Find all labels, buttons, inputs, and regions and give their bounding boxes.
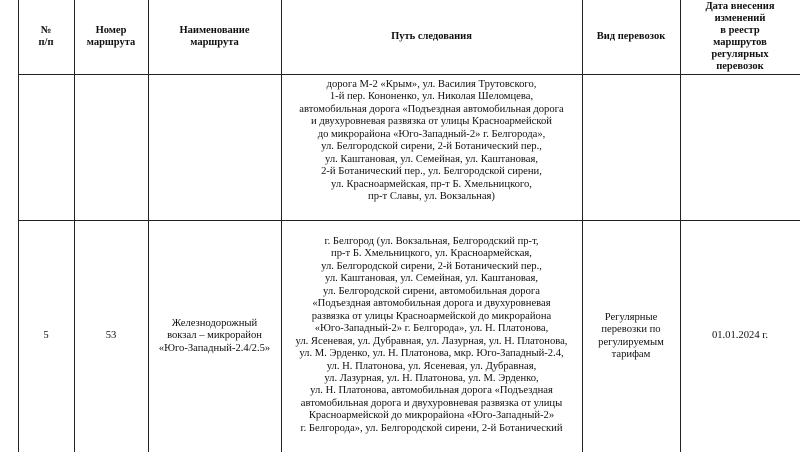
header-number: № п/п <box>38 25 54 48</box>
route-path: г. Белгород (ул. Вокзальная, Белгородский пр-т, пр-т Б. Хмельницкого, ул. Красноармейская, ул. Белгородской сирени, 2-й Ботанический пер., ул. Каштановая, ул. Семейная, ул. Каштановая, ул. Белгородской сирени, автомобильная дорога «Подъездная автомобильная дорога и двухуровневая развязка от улицы Красноармейской до микрорайона «Юго-Западный-2» г. Белгорода», ул. Н. Платонова, ул. Ясеневая, ул. Дубравная, ул. Лазурная, ул. Н. Платонова, ул. М. Эрденко, ул. Н. Платонова, мкр. Юго-Западный-2.4, ул. Н. Платонова, ул. Ясеневая, ул. Дубравная, ул. Лазурная, ул. Н. Платонова, ул. М. Эрденко, ул. Н. Платонова, автомобильная дорога «Подъездная автомобильная дорога и двухуровневая развязка от улицы Красноармейской до микрорайона «Юго-Западный-2» г. Белгорода», ул. Белгородской сирени, 2-й Ботанический <box>295 236 568 434</box>
row-number: 5 <box>43 330 49 342</box>
continued-path-cell: дорога М-2 «Крым», ул. Василия Трутовского, 1-й пер. Кононенко, ул. Николая Шеломцева, автомобильная дорога «Подъездная автомобильная дорога и двухуровневая развязка от улицы Красноармейской до микрорайона «Юго-Западный-2» г. Белгорода», ул. Белгородской сирени, 2-й Ботанический пер., ул. Каштановая, ул. Семейная, ул. Каштановая, 2-й Ботанический пер., ул. Белгородской сирени, ул. Красноармейская, пр-т Б. Хмельницкого, пр-т Славы, ул. Вокзальная) <box>299 79 564 203</box>
header-route-number: Номер маршрута <box>86 25 136 48</box>
header-bottom-border <box>18 74 800 75</box>
route-name: Железнодорожный вокзал – микрорайон «Юго-Западный-2.4/2.5» <box>158 317 271 354</box>
header-route-name: Наименование маршрута <box>179 25 250 48</box>
registry-date: 01.01.2024 г. <box>711 330 769 342</box>
header-transport-type: Вид перевозок <box>596 31 666 42</box>
header-date: Дата внесения изменений в реестр маршрутов регулярных перевозок <box>705 1 775 72</box>
transport-type: Регулярные перевозки по регулируемым тарифам <box>598 311 664 360</box>
header-path: Путь следования <box>391 31 472 42</box>
route-number: 53 <box>105 330 117 342</box>
